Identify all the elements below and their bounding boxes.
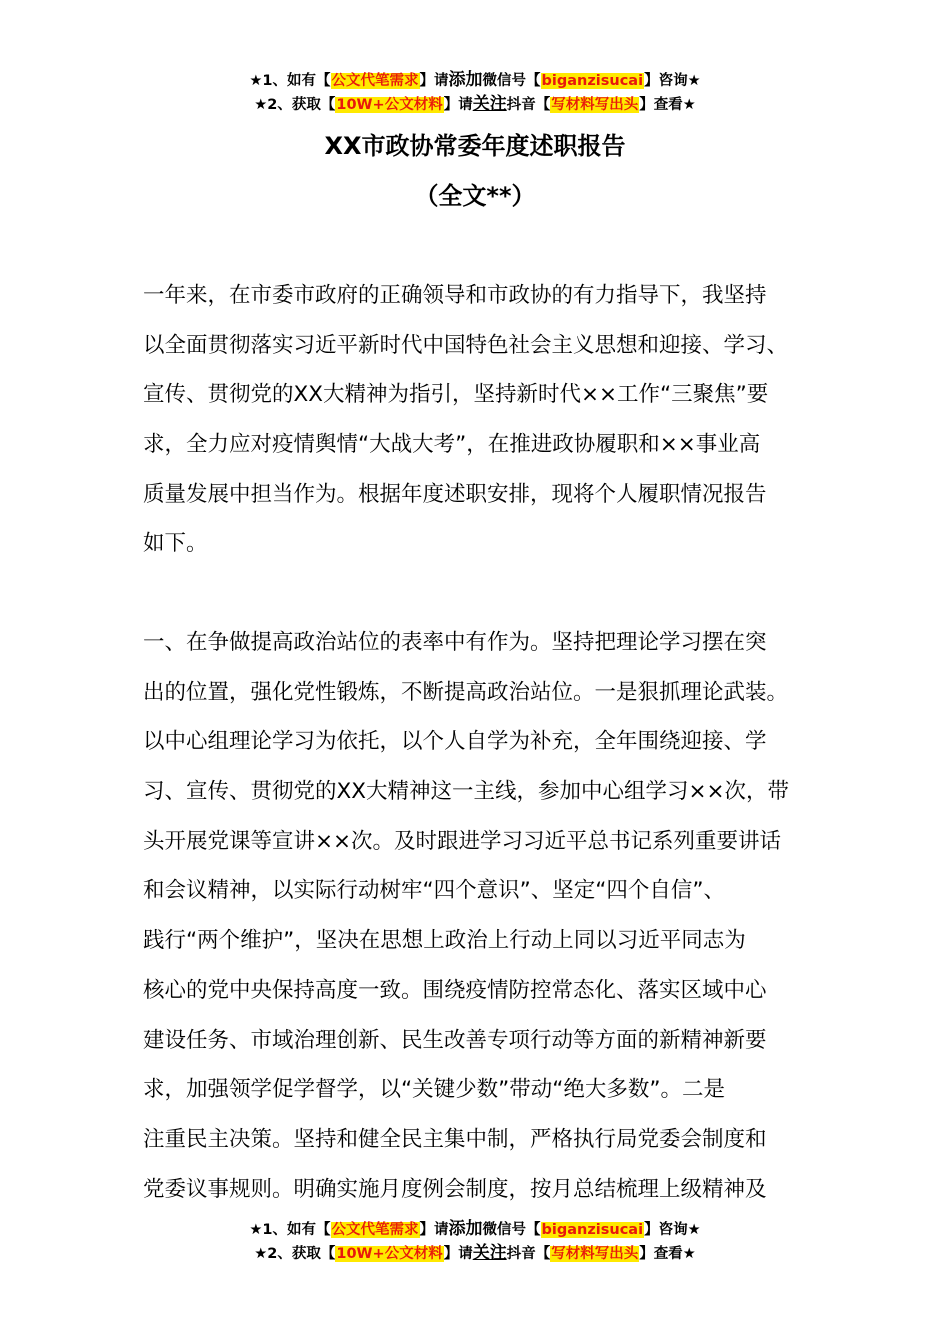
- banner-text: 抖音【: [506, 1246, 551, 1262]
- banner-line-1: [0, 68, 950, 92]
- banner-text: 】查看★: [639, 97, 696, 113]
- text-line: 宣传、贯彻党的XX大精神为指引，坚持新时代××工作“三聚焦”要: [143, 382, 769, 408]
- text-line: 注重民主决策。坚持和健全民主集中制，严格执行局党委会制度和: [143, 1126, 767, 1152]
- banner-highlight: 写材料写出头: [551, 1246, 639, 1262]
- banner-text: 】请: [443, 97, 473, 113]
- document-title: XX市政协常委年度述职报告: [324, 132, 626, 160]
- banner-emphasis: 关注: [472, 1243, 507, 1263]
- text-line: 一、在争做提高政治站位的表率中有作为。坚持把理论学习摆在突: [143, 630, 767, 655]
- text-line: 以全面贯彻落实习近平新时代中国特色社会主义思想和迎接、学习、: [143, 332, 789, 358]
- text-line: 头开展党课等宣讲××次。及时跟进学习习近平总书记系列重要讲话: [143, 828, 782, 854]
- banner-highlight: biganzisucai: [541, 73, 644, 89]
- text-line: 核心的党中央保持高度一致。围绕疫情防控常态化、落实区域中心: [143, 977, 767, 1003]
- banner-highlight: 10W+公文材料: [336, 97, 443, 113]
- text-line: 建设任务、市域治理创新、民生改善专项行动等方面的新精神新要: [143, 1027, 767, 1053]
- banner-emphasis: 添加: [448, 1219, 483, 1239]
- text-line: 求，加强领学促学督学，以“关键少数”带动“绝大多数”。二是: [143, 1077, 726, 1103]
- text-line: 如下。: [143, 531, 208, 557]
- bottom-banner: [0, 1217, 950, 1265]
- text-line: 出的位置，强化党性锻炼，不断提高政治站位。一是狠抓理论武装。: [143, 679, 789, 705]
- paragraph-intro: [143, 271, 825, 569]
- text-line: 党委议事规则。明确实施月度例会制度，按月总结梳理上级精神及: [143, 1176, 767, 1202]
- banner-text: 】查看★: [639, 1246, 696, 1262]
- banner-text: ★1、如有【: [249, 1222, 331, 1238]
- banner-text: ★2、获取【: [254, 1246, 336, 1262]
- banner-highlight: 公文代笔需求: [331, 1222, 419, 1238]
- banner-text: 】咨询★: [644, 73, 701, 89]
- banner-text: 抖音【: [506, 97, 551, 113]
- banner-emphasis: 关注: [472, 94, 507, 114]
- banner-text: 微信号【: [482, 73, 541, 89]
- paragraph-section-one: [143, 618, 825, 1214]
- document-subtitle: （全文**）: [414, 182, 536, 210]
- banner-text: 】请: [443, 1246, 473, 1262]
- text-line: 质量发展中担当作为。根据年度述职安排，现将个人履职情况报告: [143, 481, 767, 507]
- banner-text: ★1、如有【: [249, 73, 331, 89]
- banner-text: 微信号【: [482, 1222, 541, 1238]
- text-line: 习、宣传、贯彻党的XX大精神这一主线，参加中心组学习××次，带: [143, 779, 789, 805]
- banner-emphasis: 添加: [448, 70, 483, 90]
- banner-highlight: 公文代笔需求: [331, 73, 419, 89]
- banner-line-2: [0, 1241, 950, 1265]
- banner-highlight: 10W+公文材料: [336, 1246, 443, 1262]
- banner-line-2: [0, 92, 950, 116]
- top-banner: [0, 68, 950, 116]
- text-line: 以中心组理论学习为依托，以个人自学为补充，全年围绕迎接、学: [143, 729, 767, 755]
- text-line: 求，全力应对疫情舆情“大战大考”，在推进政协履职和××事业高: [143, 432, 761, 458]
- text-line: 一年来，在市委市政府的正确领导和市政协的有力指导下，我坚持: [143, 283, 767, 308]
- banner-text: 】请: [419, 1222, 449, 1238]
- text-line: 践行“两个维护”，坚决在思想上政治上行动上同以习近平同志为: [143, 928, 746, 954]
- banner-text: ★2、获取【: [254, 97, 336, 113]
- banner-text: 】请: [419, 73, 449, 89]
- banner-line-1: [0, 1217, 950, 1241]
- banner-text: 】咨询★: [644, 1222, 701, 1238]
- banner-highlight: 写材料写出头: [551, 97, 639, 113]
- banner-highlight: biganzisucai: [541, 1222, 644, 1238]
- text-line: 和会议精神，以实际行动树牢“四个意识”、坚定“四个自信”、: [143, 878, 726, 904]
